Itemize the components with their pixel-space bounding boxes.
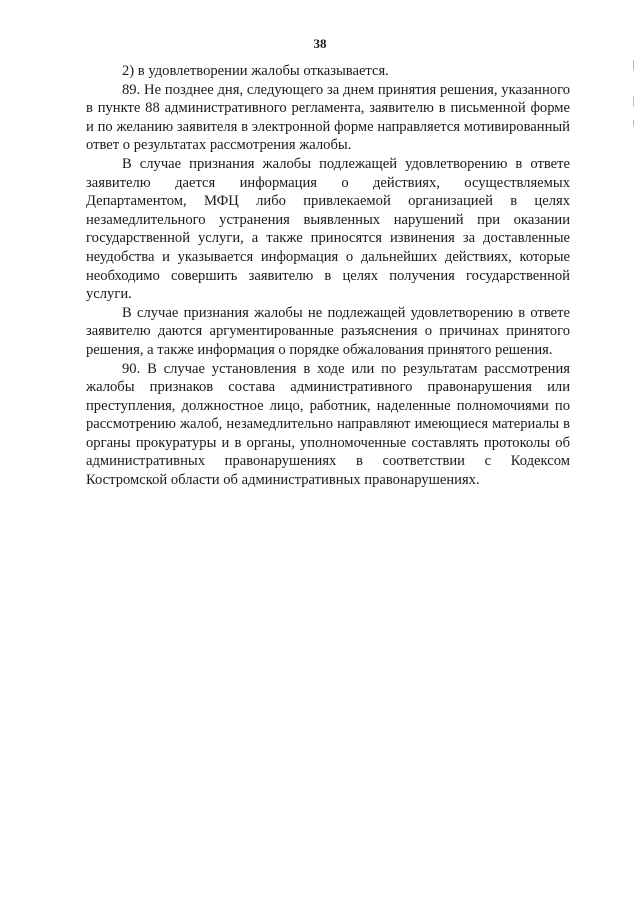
- document-body: [86, 62, 570, 490]
- paragraph-refusal-item: 2) в удовлетворении жалобы отказывается.: [122, 63, 389, 79]
- paragraph-complaint-satisfied: В случае признания жалобы подлежащей удовлетворению в ответе заявителю дается информация о действиях, осуществляемых Департаментом, МФЦ либо привлекаемой организацией в целях незамедлительного устранения выявленных нарушений при оказании государственной услуги, а также приносятся извинения за доставленные неудобства и указывается информация о дальнейших действиях, которые необходимо совершить заявителю в целях получения государственной услуги.: [86, 155, 570, 303]
- paragraph-complaint-rejected: В случае признания жалобы не подлежащей удовлетворению в ответе заявителю даются аргументированные разъяснения о причинах принятого решения, а также информация о порядке обжалования принятого решения.: [86, 304, 570, 358]
- scan-edge-mark: [633, 60, 634, 70]
- scan-edge-mark: [633, 96, 634, 106]
- page-number: 38: [313, 36, 327, 51]
- paragraph-90: 90. В случае установления в ходе или по результатам рассмотрения жалобы признаков состава административного правонарушения или преступления, должностное лицо, работник, наделенные полномочиями по рассмотрению жалоб, незамедлительно направляют имеющиеся материалы в органы прокуратуры и в органы, уполномоченные составлять протоколы об административных правонарушениях в соответствии с Кодексом Костромской области об административных правонарушениях.: [86, 360, 570, 489]
- scan-edge-mark: [633, 120, 634, 126]
- paragraph-89: 89. Не позднее дня, следующего за днем принятия решения, указанного в пункте 88 административного регламента, заявителю в письменной форме и по желанию заявителя в электронной форме направляется мотивированный ответ о результатах рассмотрения жалобы.: [86, 81, 570, 154]
